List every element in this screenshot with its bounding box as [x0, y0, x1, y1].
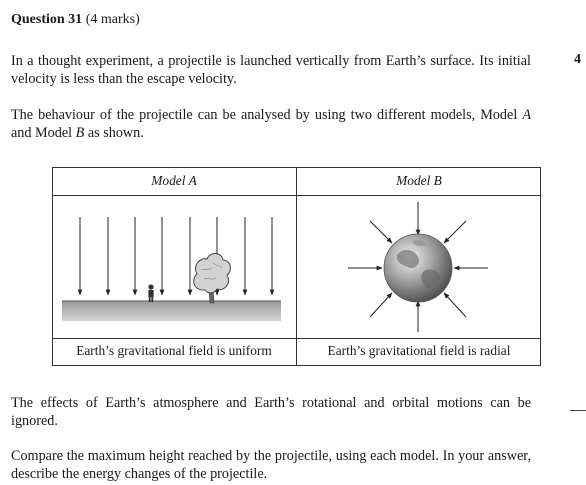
models-table — [52, 167, 541, 366]
models-figure — [52, 167, 541, 366]
marks-margin: 4 — [574, 52, 581, 67]
earth-globe — [384, 234, 452, 302]
ground — [62, 301, 281, 321]
task-paragraph: Compare the maximum height reached by the projectile, using each model. In your answer, describe the energy changes of the projectile. — [11, 448, 531, 482]
person-icon — [148, 284, 153, 302]
model-b-caption: Earth’s gravitational field is radial — [327, 343, 511, 358]
tree-icon — [194, 253, 231, 303]
margin-rule — [570, 410, 586, 411]
question-number: Question 31 — [11, 12, 83, 27]
intro-paragraph-1: In a thought experiment, a projectile is launched vertically from Earth’s surface. Its initial velocity is less than the escape velocity. — [11, 53, 531, 87]
model-b-diagram — [348, 202, 488, 332]
model-b-title: Model B — [396, 173, 442, 188]
model-a-diagram — [62, 217, 281, 321]
intro-paragraph-2: The behaviour of the projectile can be analysed by using two different models, Model A and Model B as shown. — [11, 107, 531, 141]
uniform-field-arrows — [80, 217, 272, 295]
effects-paragraph: The effects of Earth’s atmosphere and Earth’s rotational and orbital motions can be ignored. — [11, 395, 531, 429]
question-heading — [11, 12, 140, 28]
model-a-title: Model A — [151, 173, 197, 188]
model-a-caption: Earth’s gravitational field is uniform — [76, 343, 272, 358]
question-marks: (4 marks) — [85, 12, 140, 27]
